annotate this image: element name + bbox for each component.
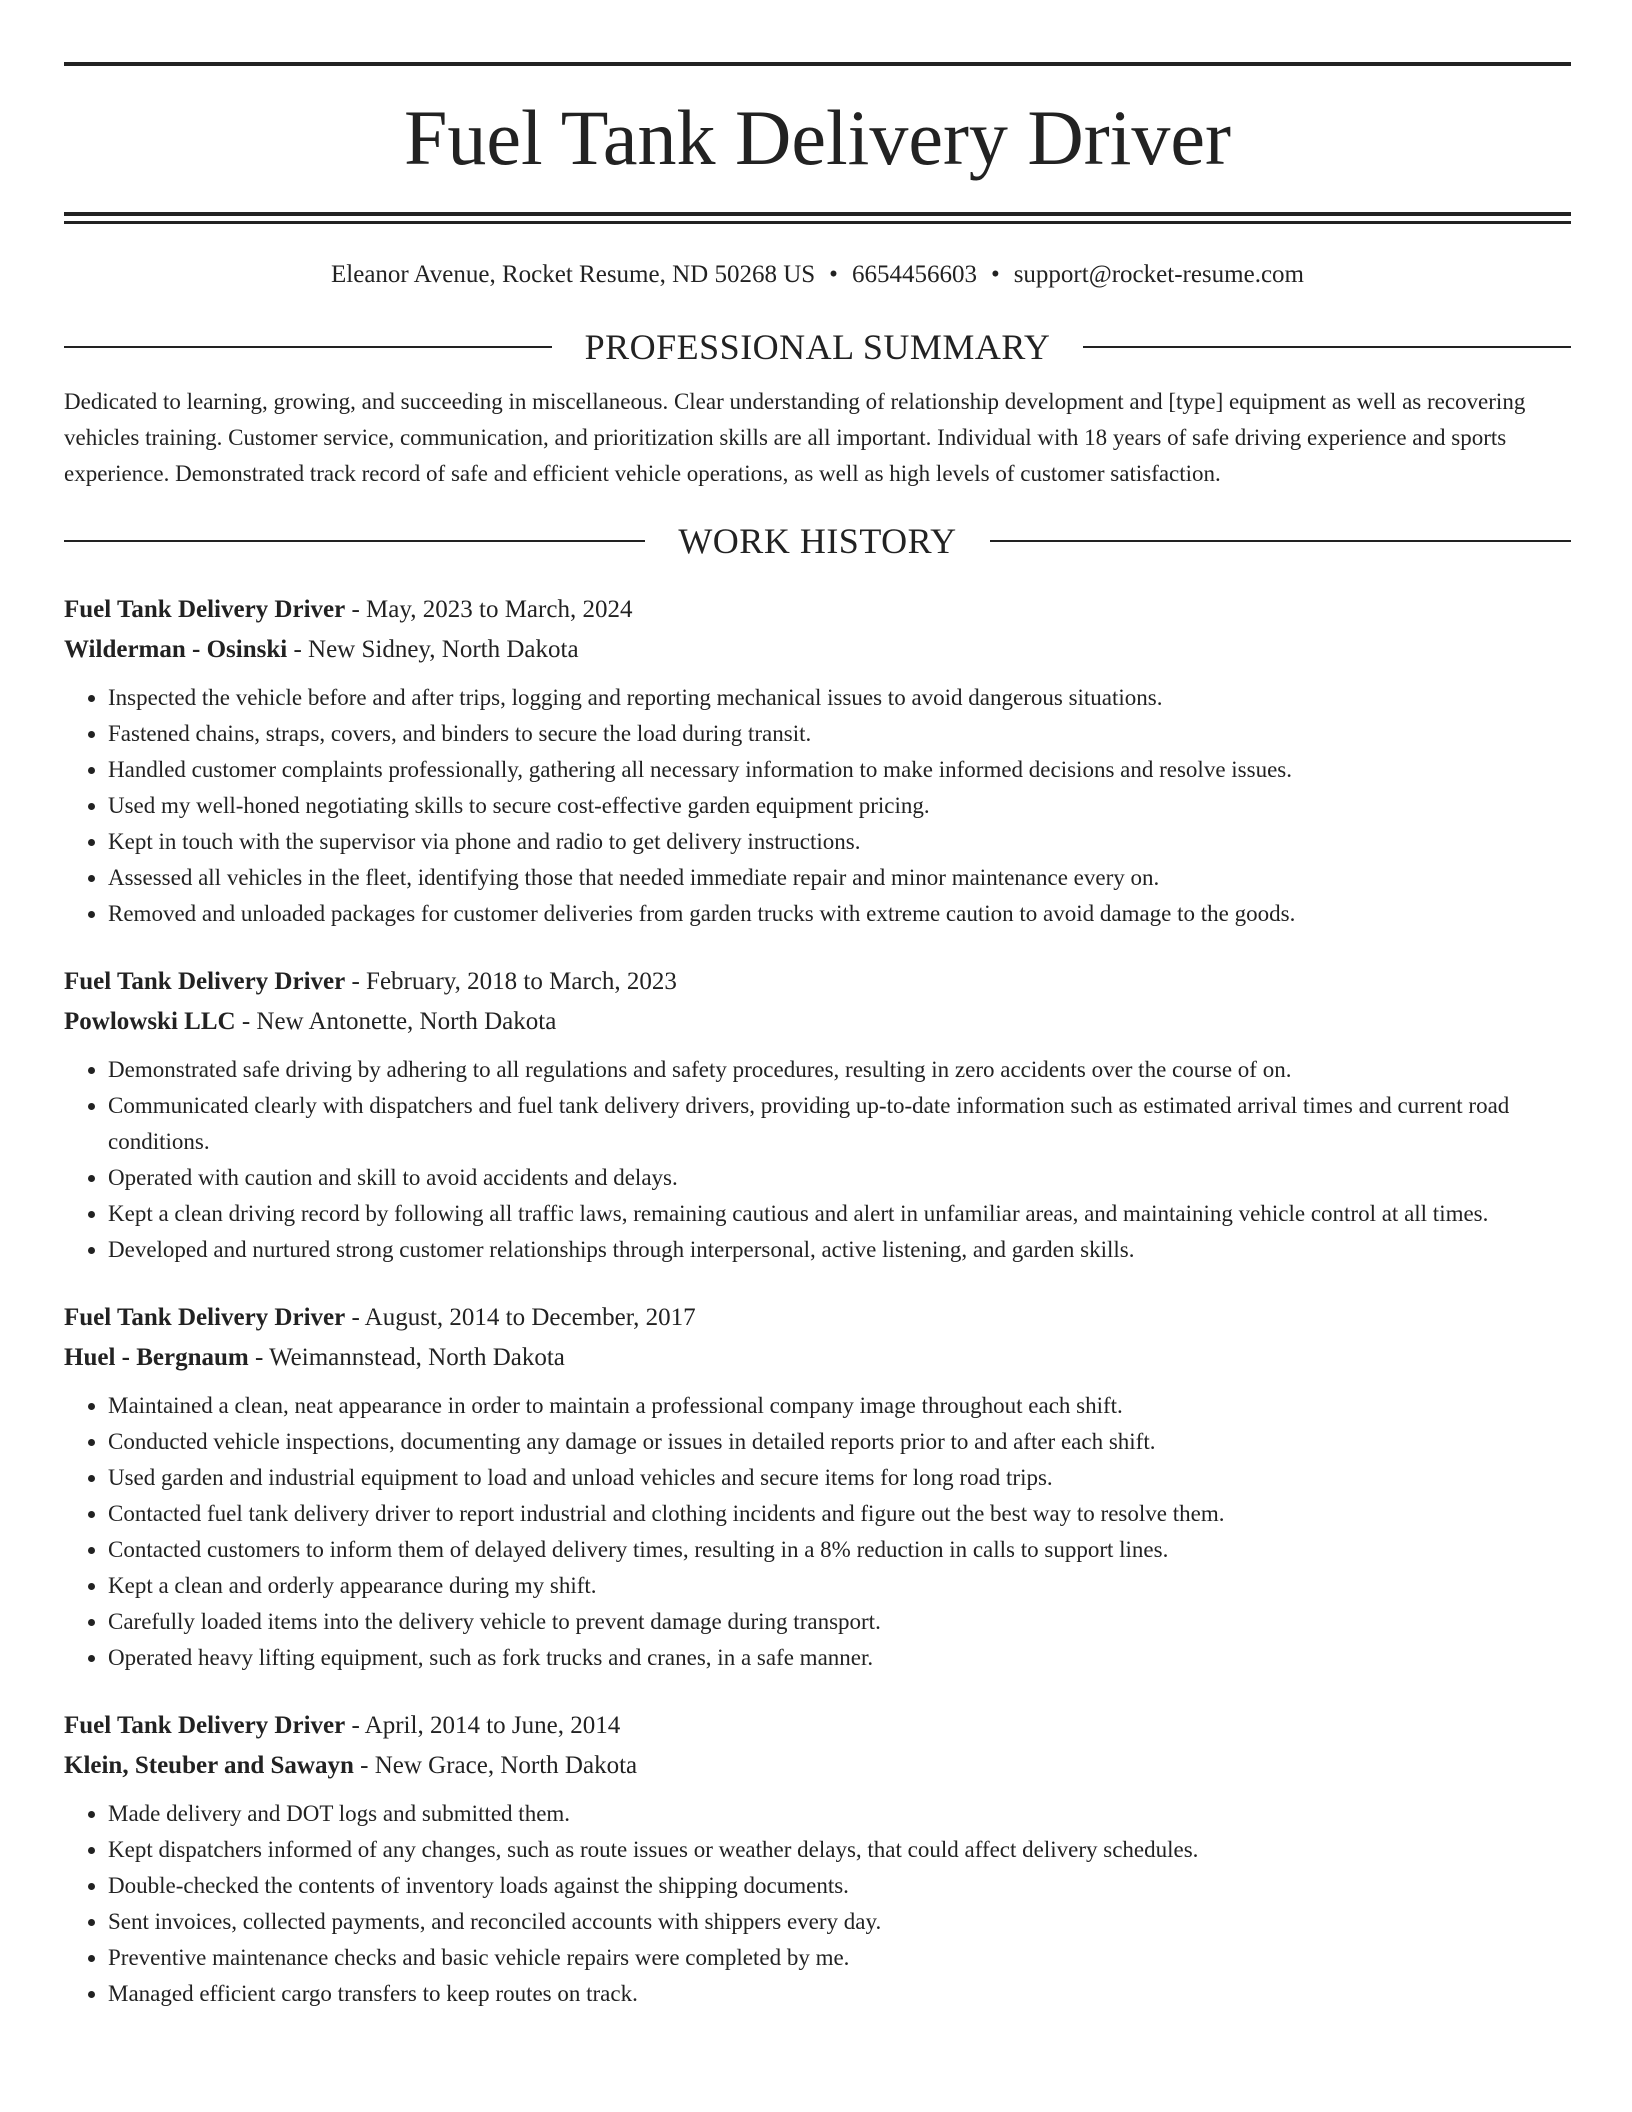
job-entry xyxy=(64,590,1571,932)
resume-page xyxy=(64,62,1571,2012)
job-bullet: • Contacted fuel tank delivery driver to report industrial and clothing incidents and figure out the best way to resolve them. xyxy=(108,1496,1571,1532)
job-company: Huel - Bergnaum xyxy=(64,1344,249,1371)
job-bullet: • Removed and unloaded packages for customer deliveries from garden trucks with extreme caution to avoid damage to the goods. xyxy=(108,896,1571,932)
job-bullet: • Handled customer complaints professionally, gathering all necessary information to make informed decisions and resolve issues. xyxy=(108,752,1571,788)
summary-heading xyxy=(64,324,1571,370)
heading-rule-right xyxy=(1083,346,1571,348)
job-bullet: • Managed efficient cargo transfers to keep routes on track. xyxy=(108,1976,1571,2012)
job-bullet: • Double-checked the contents of inventory loads against the shipping documents. xyxy=(108,1868,1571,1904)
job-bullet: • Contacted customers to inform them of delayed delivery times, resulting in a 8% reduction in calls to support lines. xyxy=(108,1532,1571,1568)
job-title-line xyxy=(64,1706,1571,1746)
job-bullet: • Carefully loaded items into the delivery vehicle to prevent damage during transport. xyxy=(108,1604,1571,1640)
job-dates: - August, 2014 to December, 2017 xyxy=(345,1304,696,1331)
job-bullet: • Kept a clean driving record by following all traffic laws, remaining cautious and alert in unfamiliar areas, and maintaining vehicle control at all times. xyxy=(108,1196,1571,1232)
job-company-line xyxy=(64,1746,1571,1786)
title-rule-lower xyxy=(64,221,1571,224)
work-history-heading xyxy=(64,518,1571,564)
job-entry xyxy=(64,1706,1571,2012)
job-title: Fuel Tank Delivery Driver xyxy=(64,1304,346,1331)
job-bullet: • Kept in touch with the supervisor via phone and radio to get delivery instructions. xyxy=(108,824,1571,860)
title-rule-upper xyxy=(64,212,1571,216)
job-location: - New Sidney, North Dakota xyxy=(287,636,579,663)
job-bullet: • Used my well-honed negotiating skills to secure cost-effective garden equipment pricing. xyxy=(108,788,1571,824)
job-title: Fuel Tank Delivery Driver xyxy=(64,968,346,995)
job-bullet: • Operated with caution and skill to avoid accidents and delays. xyxy=(108,1160,1571,1196)
summary-heading-label: PROFESSIONAL SUMMARY xyxy=(584,327,1051,367)
job-bullet: • Preventive maintenance checks and basic vehicle repairs were completed by me. xyxy=(108,1940,1571,1976)
job-location: - Weimannstead, North Dakota xyxy=(248,1344,565,1371)
contact-address: Eleanor Avenue, Rocket Resume, ND 50268 US xyxy=(331,261,816,288)
job-bullet: • Conducted vehicle inspections, documenting any damage or issues in detailed reports prior to and after each shift. xyxy=(108,1424,1571,1460)
job-bullet: • Demonstrated safe driving by adhering to all regulations and safety procedures, resulting in zero accidents over the course of on. xyxy=(108,1052,1571,1088)
job-company: Klein, Steuber and Sawayn xyxy=(64,1752,354,1779)
job-dates: - April, 2014 to June, 2014 xyxy=(345,1712,621,1739)
job-list xyxy=(64,590,1571,2012)
contact-email: support@rocket-resume.com xyxy=(1013,261,1304,288)
job-bullet: • Developed and nurtured strong customer relationships through interpersonal, active listening, and garden skills. xyxy=(108,1232,1571,1268)
job-bullet-list xyxy=(64,1052,1571,1268)
contact-separator: • xyxy=(990,261,1000,288)
job-location: - New Grace, North Dakota xyxy=(353,1752,638,1779)
work-history-heading-label: WORK HISTORY xyxy=(678,521,957,561)
job-bullet: • Used garden and industrial equipment to load and unload vehicles and secure items for long road trips. xyxy=(108,1460,1571,1496)
job-bullet-list xyxy=(64,680,1571,932)
job-location: - New Antonette, North Dakota xyxy=(235,1008,557,1035)
resume-title: Fuel Tank Delivery Driver xyxy=(403,94,1232,181)
job-company-line xyxy=(64,1338,1571,1378)
summary-text: Dedicated to learning, growing, and succeeding in miscellaneous. Clear understanding of relationship development and [type] equipment as well as recovering vehicles training. Customer service, communication, and prioritization skills are all important. Individual with 18 years of safe driving experience and sports experience. Demonstrated track record of safe and efficient vehicle operations, as well as high levels of customer satisfaction. xyxy=(64,389,1526,486)
contact-separator: • xyxy=(829,261,838,288)
contact-line xyxy=(64,258,1571,292)
heading-rule-right xyxy=(990,540,1571,542)
job-bullet: • Fastened chains, straps, covers, and binders to secure the load during transit. xyxy=(108,716,1571,752)
job-title-line xyxy=(64,590,1571,630)
job-company-line xyxy=(64,630,1571,670)
job-bullet: • Kept a clean and orderly appearance during my shift. xyxy=(108,1568,1571,1604)
heading-rule-left xyxy=(64,346,552,348)
job-bullet: • Sent invoices, collected payments, and reconciled accounts with shippers every day. xyxy=(108,1904,1571,1940)
contact-phone: 6654456603 xyxy=(851,261,977,288)
job-bullet: • Kept dispatchers informed of any changes, such as route issues or weather delays, that could affect delivery schedules. xyxy=(108,1832,1571,1868)
job-company: Powlowski LLC xyxy=(64,1008,236,1035)
job-dates: - May, 2023 to March, 2024 xyxy=(345,596,633,623)
job-bullet-list xyxy=(64,1796,1571,2012)
job-bullet: • Made delivery and DOT logs and submitted them. xyxy=(108,1796,1571,1832)
job-entry xyxy=(64,1298,1571,1676)
job-title-line xyxy=(64,1298,1571,1338)
job-bullet-list xyxy=(64,1388,1571,1676)
heading-rule-left xyxy=(64,540,645,542)
job-entry xyxy=(64,962,1571,1268)
job-title: Fuel Tank Delivery Driver xyxy=(64,1712,346,1739)
job-title-line xyxy=(64,962,1571,1002)
top-rule xyxy=(64,62,1571,66)
job-bullet: • Assessed all vehicles in the fleet, identifying those that needed immediate repair and minor maintenance every on. xyxy=(108,860,1571,896)
job-company-line xyxy=(64,1002,1571,1042)
job-dates: - February, 2018 to March, 2023 xyxy=(345,968,677,995)
job-title: Fuel Tank Delivery Driver xyxy=(64,596,346,623)
job-bullet: • Maintained a clean, neat appearance in order to maintain a professional company image throughout each shift. xyxy=(108,1388,1571,1424)
job-bullet: • Operated heavy lifting equipment, such as fork trucks and cranes, in a safe manner. xyxy=(108,1640,1571,1676)
job-bullet: • Communicated clearly with dispatchers and fuel tank delivery drivers, providing up-to-date information such as estimated arrival times and current road conditions. xyxy=(108,1088,1571,1160)
job-bullet: • Inspected the vehicle before and after trips, logging and reporting mechanical issues to avoid dangerous situations. xyxy=(108,680,1571,716)
job-company: Wilderman - Osinski xyxy=(64,636,288,663)
